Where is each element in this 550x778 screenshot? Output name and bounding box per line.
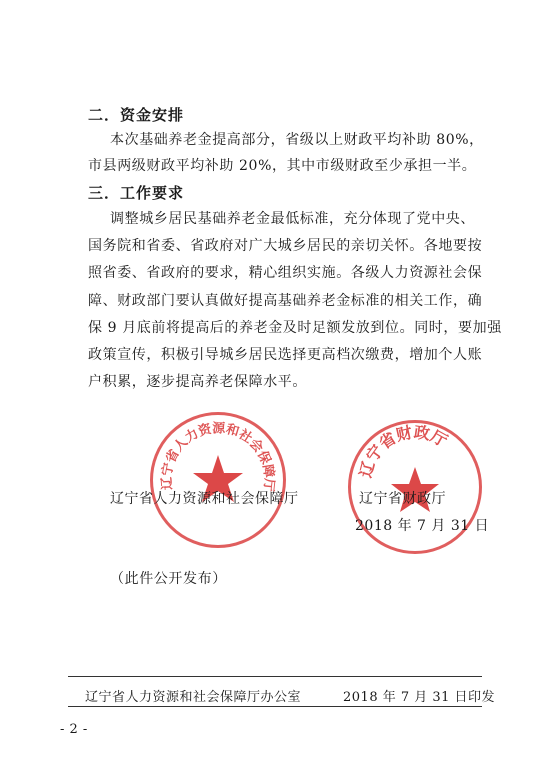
svg-text:辽宁省人力资源和社会保障厅: 辽宁省人力资源和社会保障厅 — [159, 421, 277, 493]
seal-hrss-graphic — [153, 415, 283, 545]
signature-date: 2018 年 7 月 31 日 — [355, 518, 490, 534]
footer-top-rule — [68, 676, 482, 677]
section-heading-requirements: 三．工作要求 — [88, 184, 185, 202]
body-line: 调整城乡居民基础养老金最低标准，充分体现了党中央、 — [110, 211, 475, 227]
body-line: 本次基础养老金提高部分，省级以上财政平均补助 80%， — [110, 132, 484, 148]
body-line: 障、财政部门要认真做好提高基础养老金标准的相关工作，确 — [88, 293, 483, 309]
svg-text:辽宁省财政厅: 辽宁省财政厅 — [355, 423, 451, 480]
footer-bottom-rule — [68, 706, 482, 707]
section-heading-funding: 二．资金安排 — [88, 106, 185, 124]
body-line: 照省委、省政府的要求，精心组织实施。各级人力资源社会保 — [88, 265, 483, 281]
signature-finance: 辽宁省财政厅 — [359, 491, 446, 507]
body-line: 政策宣传，积极引导城乡居民选择更高档次缴费，增加个人账 — [88, 347, 483, 363]
page-number: - 2 - — [60, 722, 88, 737]
body-line: 市县两级财政平均补助 20%，其中市级财政至少承担一半。 — [88, 158, 477, 174]
publication-note: （此件公开发布） — [110, 571, 227, 587]
body-line: 户积累，逐步提高养老保障水平。 — [88, 374, 307, 390]
signature-hrss: 辽宁省人力资源和社会保障厅 — [110, 491, 299, 507]
body-line: 保 9 月底前将提高后的养老金及时足额发放到位。同时，要加强 — [88, 320, 502, 336]
official-seal-hrss — [150, 412, 286, 548]
body-line: 国务院和省委、省政府对广大城乡居民的亲切关怀。各地要按 — [88, 238, 483, 254]
footer-print-date: 2018 年 7 月 31 日印发 — [343, 690, 496, 705]
footer-office: 辽宁省人力资源和社会保障厅办公室 — [85, 690, 302, 705]
